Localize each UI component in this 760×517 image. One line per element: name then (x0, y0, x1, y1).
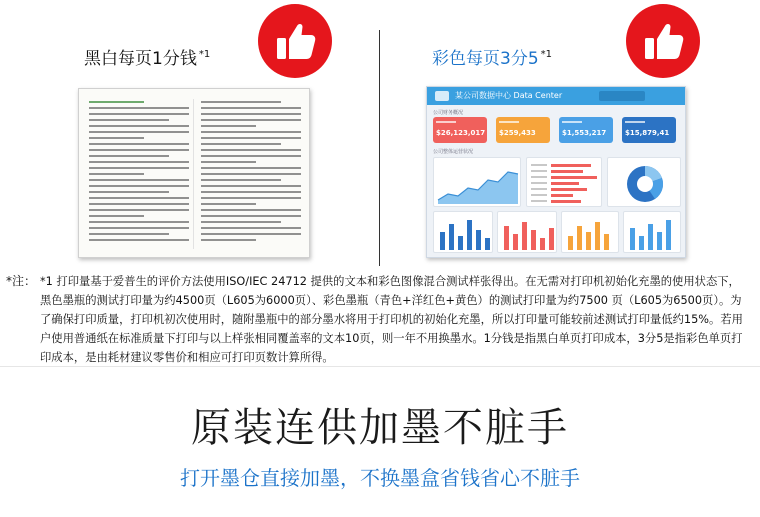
dashboard-section-operations: 公司整体运营状况 (433, 149, 474, 155)
bw-panel (0, 0, 378, 262)
color-panel (382, 0, 760, 262)
kpi-card: $26,123,017 (433, 117, 487, 143)
dashboard-header (427, 87, 685, 105)
kpi-card: $15,879,41 (622, 117, 676, 143)
area-chart-card (433, 157, 521, 207)
kpi-card: $259,433 (496, 117, 550, 143)
column-chart-card (561, 211, 619, 253)
kpi-card: $1,553,217 (559, 117, 613, 143)
bar-chart-card (526, 157, 602, 207)
dashboard-logo (435, 91, 449, 101)
section-divider (0, 366, 760, 367)
column-chart-card (497, 211, 557, 253)
dashboard-section-finance: 公司财务概况 (433, 110, 464, 116)
pie-chart-card (607, 157, 681, 207)
dashboard-search (599, 91, 645, 101)
headline: 原装连供加墨不脏手 (191, 405, 569, 451)
footnote-text: *1 打印量基于爱普生的评价方法使用ISO/IEC 24712 提供的文本和彩色图像混合测试样张得出。在无需对打印机初始化充墨的使用状态下，黑色墨瓶的测试打印量为约4500页（L605为6000页）、彩色墨瓶（青色+洋红色+黄色）的测试打印量为约7500 页（L605为6500页）。为了确保打印质量，打印机初次使用时，随附墨瓶中的部分墨水将用于打印机的初始化充墨，所以打印量可能较前述测试打印量低约15%。若用户使用普通纸在标准质量下打印与以上样张相同覆盖率的文本10页，则一年不用换墨水。1分钱是指黑白单页打印成本，3分5是指彩色单页打印成本，是由耗材建议零售价和相应可打印页数计算所得。 (40, 275, 743, 364)
thumbs-up-icon (626, 4, 700, 78)
column-chart-card (623, 211, 681, 253)
thumbs-up-icon (258, 4, 332, 78)
bw-note-ref: *1 (198, 49, 211, 61)
dashboard-title: 某公司数据中心 Data Center (455, 91, 563, 100)
bw-panel-title: 黑白每页1分钱 $^{*1}$ (84, 49, 211, 69)
panel-divider (379, 30, 380, 266)
bw-document-sample (78, 88, 310, 258)
column-chart-card (433, 211, 493, 253)
color-panel-title: 彩色每页3分5 $^{*1}$ (432, 49, 553, 69)
footnote-mark: *注： (6, 274, 37, 288)
color-note-ref: *1 (540, 49, 553, 61)
color-dashboard-sample (426, 86, 686, 258)
subheadline: 打开墨仓直接加墨，不换墨盒省钱省心不脏手 (180, 466, 580, 490)
